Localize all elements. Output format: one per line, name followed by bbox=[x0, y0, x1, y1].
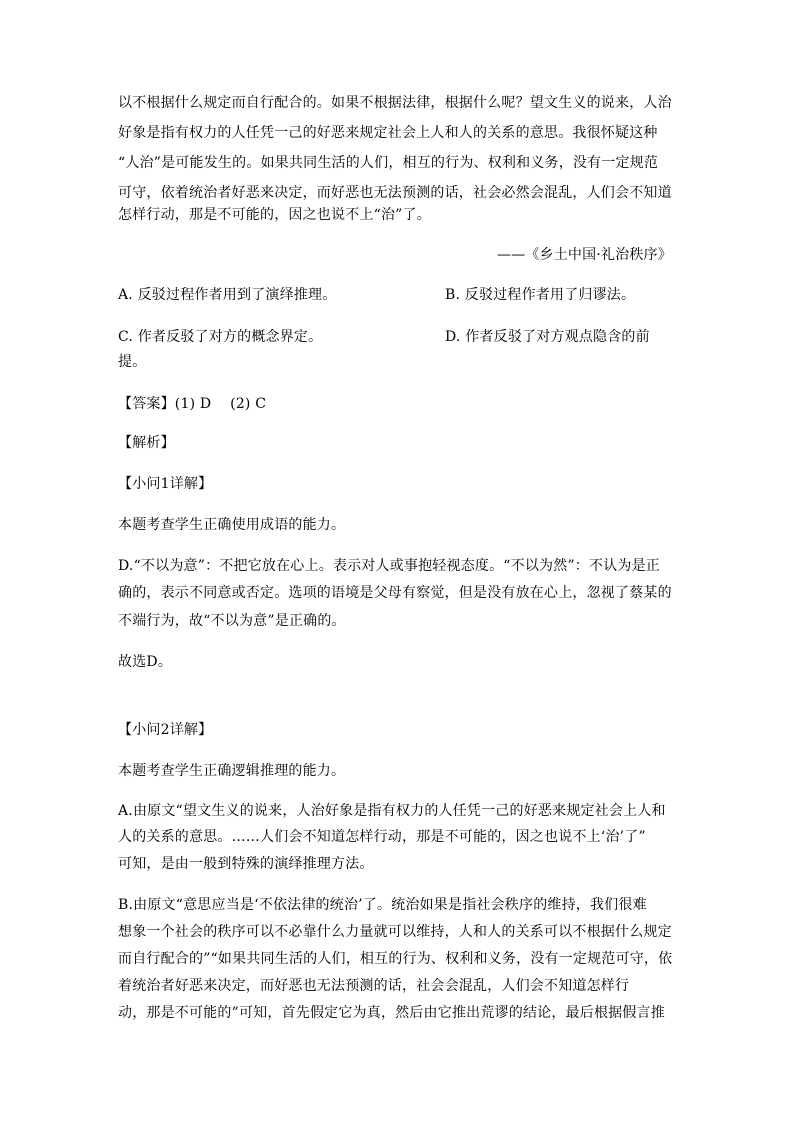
q1-heading: 【小问1详解】 bbox=[118, 476, 213, 492]
q2-heading: 【小问2详解】 bbox=[118, 722, 213, 738]
q1-line: 不端行为，故“不以为意”是正确的。 bbox=[118, 613, 346, 629]
passage-source: ——《乡土中国·礼治秩序》 bbox=[496, 247, 672, 263]
q2-a-line: 人的关系的意思。……人们会不知道怎样行动，那是不可能的，因之也说不上‘治’了” bbox=[118, 829, 646, 845]
option-c: C. 作者反驳了对方的概念界定。 bbox=[118, 329, 323, 345]
q1-line: 确的，表示不同意或否定。选项的语境是父母有察觉，但是没有放在心上，忽视了蔡某的 bbox=[118, 585, 672, 601]
q2-a-line: 可知，是由一般到特殊的演绎推理方法。 bbox=[118, 856, 374, 872]
q1-line: D.“不以为意”：不把它放在心上。表示对人或事抱轻视态度。“不以为然”：不认为是正 bbox=[118, 558, 661, 574]
q2-b-line: 而自行配合的”“如果共同生活的人们，相互的行为、权利和义务，没有一定规范可守，依 bbox=[118, 951, 673, 967]
q2-b-line: B.由原文“意思应当是‘不依法律的统治’了。统治如果是指社会秩序的维持，我们很难 bbox=[118, 897, 647, 913]
passage-line: 可守，依着统治者好恶来决定，而好恶也无法预测的话，社会必然会混乱，人们会不知道 bbox=[118, 185, 672, 201]
passage-line: 好象是指有权力的人任凭一己的好恶来规定社会上人和人的关系的意思。我很怀疑这种 bbox=[118, 125, 658, 141]
analysis-label: 【解析】 bbox=[118, 435, 175, 451]
option-a: A. 反驳过程作者用到了演绎推理。 bbox=[118, 287, 337, 303]
q1-line: 本题考查学生正确使用成语的能力。 bbox=[118, 517, 346, 533]
q1-line: 故选D。 bbox=[118, 654, 173, 670]
q2-b-line: 着统治者好恶来决定，而好恶也无法预测的话，社会会混乱，人们会不知道怎样行 bbox=[118, 978, 630, 994]
option-d: D. 作者反驳了对方观点隐含的前 bbox=[445, 329, 650, 345]
q2-a-line: A.由原文“望文生义的说来，人治好象是指有权力的人任凭一己的好恶来规定社会上人和 bbox=[118, 803, 666, 819]
option-d-continued: 提。 bbox=[118, 354, 147, 370]
option-b: B. 反驳过程作者用了归谬法。 bbox=[445, 287, 636, 303]
q2-b-line: 动，那是不可能的”可知，首先假定它为真，然后由它推出荒谬的结论，最后根据假言推 bbox=[118, 1005, 665, 1021]
passage-line: “人治”是可能发生的。如果共同生活的人们，相互的行为、权利和义务，没有一定规范 bbox=[118, 155, 659, 171]
answer-line: 【答案】(1) D (2) C bbox=[118, 396, 267, 412]
passage-line: 以不根据什么规定而自行配合的。如果不根据法律，根据什么呢？望文生义的说来，人治 bbox=[118, 95, 672, 111]
q2-b-line: 想象一个社会的秩序可以不必靠什么力量就可以维持，人和人的关系可以不根据什么规定 bbox=[118, 924, 672, 940]
q2-intro: 本题考查学生正确逻辑推理的能力。 bbox=[118, 763, 346, 779]
passage-line: 怎样行动，那是不可能的，因之也说不上“治”了。 bbox=[118, 207, 431, 223]
